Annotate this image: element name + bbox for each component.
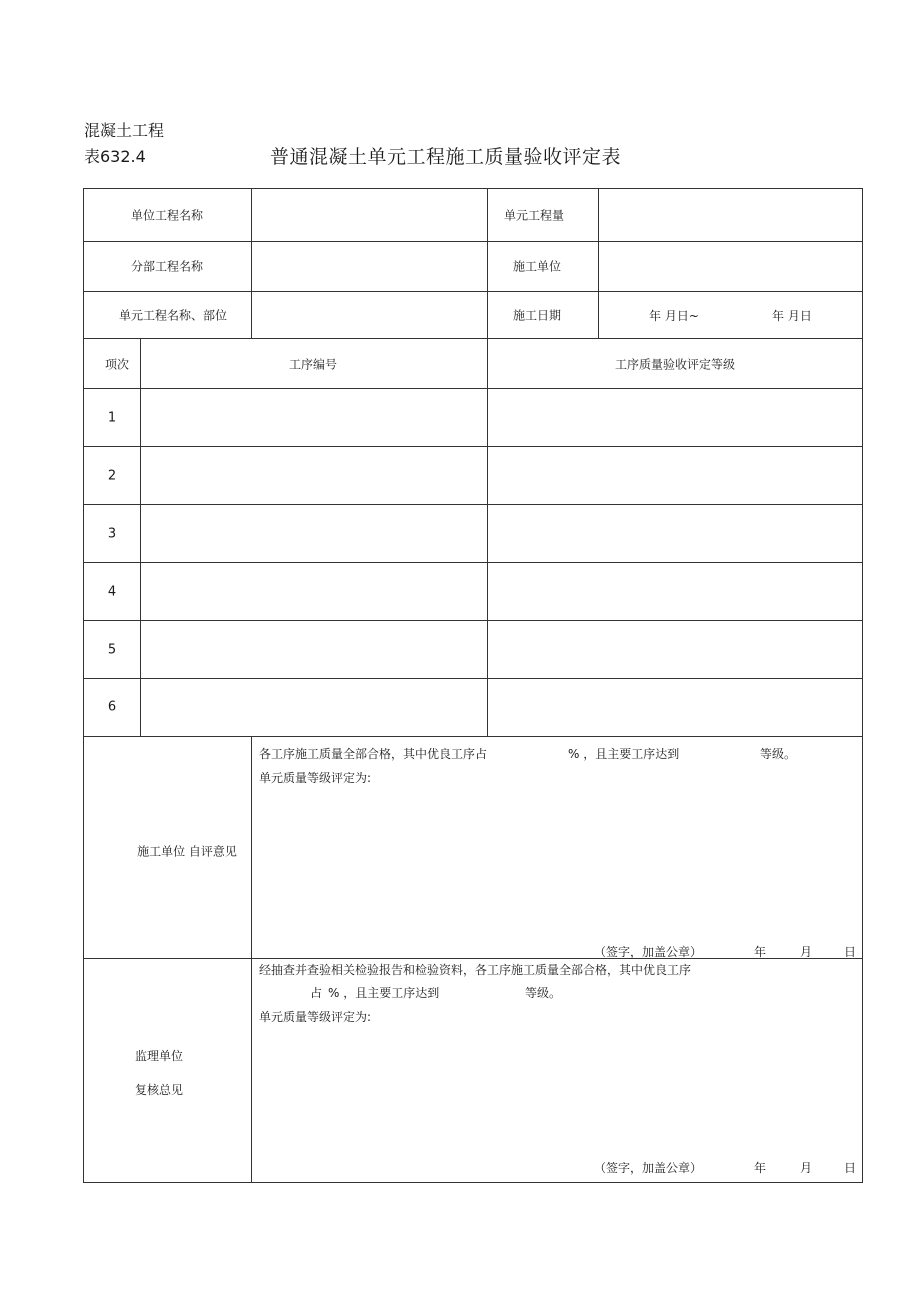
self-eval-text-a: 各工序施工质量全部合格，其中优良工序占	[259, 747, 488, 761]
self-eval-label: 施工单位 自评意见	[137, 844, 237, 859]
self-eval-text-c: 等级。	[760, 747, 797, 761]
row-divider	[83, 446, 863, 447]
supervision-label-2: 复核总见	[135, 1083, 184, 1097]
element-name-location-label: 单元工程名称、部位	[118, 308, 228, 323]
row-divider	[83, 620, 863, 621]
construction-unit-label: 施工单位	[512, 259, 562, 274]
supervision-label-1: 监理单位	[135, 1049, 184, 1063]
row-divider	[83, 241, 863, 242]
self-eval-sign: （签字，加盖公章）	[594, 945, 703, 959]
col-grade-header: 工序质量验收评定等级	[614, 357, 736, 372]
unit-project-name-label: 单位工程名称	[130, 208, 204, 223]
supervision-month: 月	[800, 1161, 813, 1175]
self-eval-grade-line: 单元质量等级评定为:	[259, 771, 372, 785]
row-number: 1	[107, 410, 117, 426]
col-divider	[251, 736, 252, 1183]
row-divider	[83, 958, 863, 959]
col-divider	[140, 338, 141, 736]
col-divider	[251, 188, 252, 339]
row-number: 5	[107, 642, 117, 658]
self-eval-year: 年	[754, 945, 767, 959]
row-divider	[83, 504, 863, 505]
row-divider	[83, 678, 863, 679]
supervision-day: 日	[844, 1161, 857, 1175]
table-border-bottom	[83, 1182, 863, 1183]
unit-quantity-label: 单元工程量	[503, 208, 565, 223]
table-number: 表632.4	[84, 147, 146, 166]
row-divider	[83, 388, 863, 389]
supervision-text-2a: 占	[310, 986, 323, 1000]
supervision-grade-line: 单元质量等级评定为:	[259, 1010, 372, 1024]
row-divider	[83, 736, 863, 737]
supervision-text-1: 经抽查并查验相关检验报告和检验资料，各工序施工质量全部合格，其中优良工序	[259, 963, 692, 977]
col-item-header: 项次	[104, 357, 130, 372]
row-divider	[83, 338, 863, 339]
col-divider	[598, 188, 599, 339]
supervision-text-2b: % ，且主要工序达到	[328, 986, 440, 1000]
self-eval-text-b: % ，且主要工序达到	[568, 747, 680, 761]
date-from: 年 月日~	[649, 309, 699, 323]
row-divider	[83, 291, 863, 292]
self-eval-month: 月	[800, 945, 813, 959]
self-eval-day: 日	[844, 945, 857, 959]
col-divider	[487, 188, 488, 736]
col-process-header: 工序编号	[288, 357, 338, 372]
sub-project-name-label: 分部工程名称	[130, 259, 204, 274]
row-number: 6	[107, 699, 117, 715]
category-label: 混凝土工程	[84, 121, 165, 140]
construction-date-label: 施工日期	[512, 308, 562, 323]
row-number: 3	[107, 526, 117, 542]
supervision-text-2c: 等级。	[525, 986, 562, 1000]
supervision-sign: （签字，加盖公章）	[594, 1161, 703, 1175]
table-border-top	[83, 188, 863, 189]
date-to: 年 月日	[772, 309, 812, 323]
row-number: 4	[107, 584, 117, 600]
row-divider	[83, 562, 863, 563]
page-title: 普通混凝土单元工程施工质量验收评定表	[270, 146, 622, 168]
supervision-year: 年	[754, 1161, 767, 1175]
row-number: 2	[107, 468, 117, 484]
